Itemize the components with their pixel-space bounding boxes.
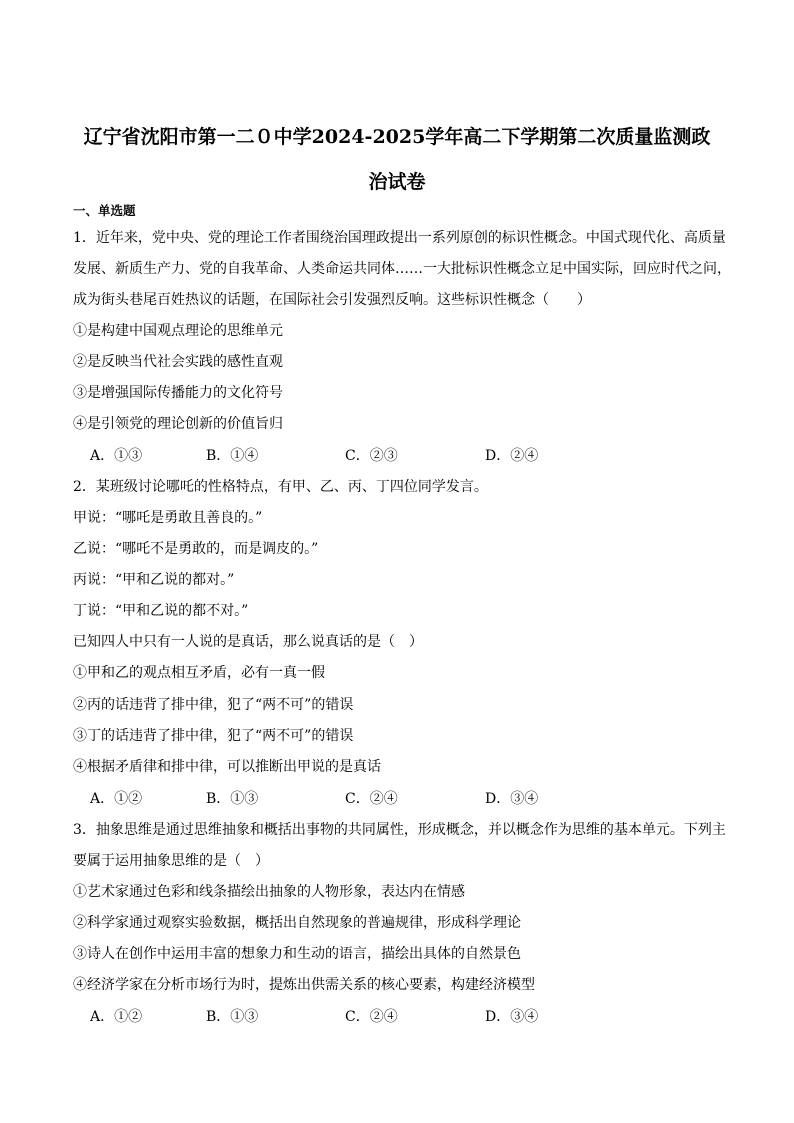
choice-d[interactable]: D．③④ (485, 791, 539, 807)
question-1-stem-line: 发展、新质生产力、党的自我革命、人类命运共同体……一大批标识性概念立足中国实际，回应时代之问， (73, 261, 731, 277)
exam-title-line-1: 辽宁省沈阳市第一二０中学2024-2025学年高二下学期第二次质量监测政 (83, 126, 711, 148)
choice-b[interactable]: B．①③ (206, 791, 259, 807)
question-2-statement: ②丙的话违背了排中律，犯了“两不可”的错误 (73, 697, 354, 713)
choice-b[interactable]: B．①③ (206, 1009, 259, 1025)
question-2-statement: ③丁的话违背了排中律，犯了“两不可”的错误 (73, 728, 354, 744)
choice-c[interactable]: C．②④ (345, 791, 398, 807)
question-2-statement: ④根据矛盾律和排中律，可以推断出甲说的是真话 (73, 759, 381, 775)
question-3-statement: ①艺术家通过色彩和线条描绘出抽象的人物形象，表达内在情感 (73, 884, 465, 900)
section-heading: 一、单选题 (73, 203, 136, 218)
question-1-statement: ①是构建中国观点理论的思维单元 (73, 323, 283, 339)
question-2-stem-line: 2．某班级讨论哪吒的性格特点，有甲、乙、丙、丁四位同学发言。 (73, 479, 488, 495)
question-1-statement: ④是引领党的理论创新的价值旨归 (73, 416, 283, 432)
question-2-statement: ①甲和乙的观点相互矛盾，必有一真一假 (73, 665, 325, 681)
question-1-statement: ②是反映当代社会实践的感性直观 (73, 354, 283, 370)
question-2-stem-line: 已知四人中只有一人说的是真话，那么说真话的是（ ） (73, 634, 423, 650)
question-3-stem-line: 3．抽象思维是通过思维抽象和概括出事物的共同属性，形成概念，并以概念作为思维的基本单元。下列主 (73, 822, 726, 838)
question-1-statement: ③是增强国际传播能力的文化符号 (73, 385, 283, 401)
question-1-stem-line: 成为街头巷尾百姓热议的话题，在国际社会引发强烈反响。这些标识性概念（ ） (73, 292, 591, 308)
choice-c[interactable]: C．②③ (345, 448, 398, 464)
question-2-stem-line: 甲说：“哪吒是勇敢且善良的。” (73, 510, 263, 526)
question-3-statement: ③诗人在创作中运用丰富的想象力和生动的语言，描绘出具体的自然景色 (73, 946, 521, 962)
question-3-statement: ④经济学家在分析市场行为时，提炼出供需关系的核心要素，构建经济模型 (73, 977, 535, 993)
choice-d[interactable]: D．③④ (485, 1009, 539, 1025)
choice-a[interactable]: A．①② (90, 791, 143, 807)
question-2-stem-line: 丁说：“甲和乙说的都不对。” (73, 603, 249, 619)
exam-title-line-2: 治试卷 (368, 171, 426, 193)
choice-a[interactable]: A．①② (90, 1009, 143, 1025)
question-3-stem-line: 要属于运用抽象思维的是（ ） (73, 853, 269, 869)
question-3-statement: ②科学家通过观察实验数据，概括出自然现象的普遍规律，形成科学理论 (73, 915, 521, 931)
question-2-stem-line: 丙说：“甲和乙说的都对。” (73, 572, 235, 588)
question-2-stem-line: 乙说：“哪吒不是勇敢的，而是调皮的。” (73, 541, 319, 557)
question-1-stem-line: 1．近年来，党中央、党的理论工作者围绕治国理政提出一系列原创的标识性概念。中国式现代化、高质量 (73, 230, 726, 246)
choice-b[interactable]: B．①④ (206, 448, 259, 464)
choice-c[interactable]: C．②④ (345, 1009, 398, 1025)
choice-a[interactable]: A．①③ (90, 448, 143, 464)
choice-d[interactable]: D．②④ (485, 448, 539, 464)
